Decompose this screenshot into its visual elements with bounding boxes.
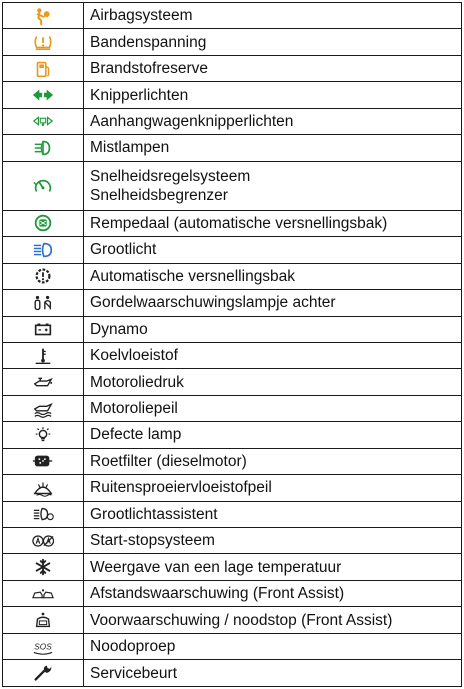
label-cell [84, 263, 462, 289]
indicator-label: Grootlichtassistent [90, 505, 218, 523]
label-cell [84, 475, 462, 501]
indicator-label: Airbagsysteem [90, 7, 193, 25]
indicator-label: Gordelwaarschuwingslampje achter [90, 294, 336, 312]
label-cell [84, 237, 462, 263]
icon-cell [3, 501, 84, 527]
label-cell [84, 660, 462, 687]
table-row [3, 422, 462, 448]
label-cell [84, 554, 462, 580]
oil-pressure-icon [32, 372, 54, 392]
label-cell [84, 633, 462, 659]
table-row [3, 475, 462, 501]
table-row [3, 448, 462, 474]
trailer-turn-signal-icon [32, 111, 54, 131]
label-cell [84, 135, 462, 161]
table-row [3, 237, 462, 263]
label-cell [84, 580, 462, 606]
warning-lights-table [2, 2, 462, 687]
icon-cell [3, 55, 84, 81]
table-row [3, 607, 462, 633]
icon-cell [3, 475, 84, 501]
icon-cell [3, 3, 84, 29]
turn-signal-icon [32, 85, 54, 105]
rear-seatbelt-icon [32, 293, 54, 313]
front-assist-icon [32, 610, 54, 630]
icon-cell [3, 263, 84, 289]
table-body [3, 3, 462, 687]
indicator-label: Rempedaal (automatische versnellingsbak) [90, 214, 388, 232]
indicator-label: Mistlampen [90, 139, 170, 157]
label-cell [84, 528, 462, 554]
label-cell [84, 3, 462, 29]
label-cell [84, 316, 462, 342]
icon-cell [3, 82, 84, 108]
icon-cell [3, 290, 84, 316]
table-row [3, 161, 462, 210]
table-row [3, 395, 462, 421]
table-row [3, 580, 462, 606]
label-cell [84, 369, 462, 395]
automatic-gearbox-icon [32, 266, 54, 286]
indicator-label: Grootlicht [90, 241, 157, 259]
icon-cell [3, 422, 84, 448]
icon-cell [3, 448, 84, 474]
icon-cell [3, 528, 84, 554]
start-stop-icon [32, 531, 54, 551]
sos-icon [32, 636, 54, 656]
icon-cell [3, 660, 84, 687]
indicator-label: Motoroliedruk [90, 373, 184, 391]
table-row [3, 369, 462, 395]
bulb-failure-icon [32, 425, 54, 445]
label-cell [84, 82, 462, 108]
indicator-label: Start-stopsysteem [90, 532, 215, 550]
label-cell [84, 422, 462, 448]
indicator-label: Automatische versnellingsbak [90, 267, 296, 285]
table-row [3, 210, 462, 236]
table-row [3, 3, 462, 29]
icon-cell [3, 161, 84, 210]
indicator-label: Motoroliepeil [90, 400, 178, 418]
distance-warning-icon [32, 584, 54, 604]
airbag-icon [32, 6, 54, 26]
label-cell [84, 342, 462, 368]
label-cell [84, 501, 462, 527]
indicator-label: Ruitensproeiervloeistofpeil [90, 479, 272, 497]
washer-fluid-icon [32, 478, 54, 498]
icon-cell [3, 369, 84, 395]
table-row [3, 554, 462, 580]
oil-level-icon [32, 399, 54, 419]
indicator-label: Snelheidsbegrenzer [90, 186, 228, 204]
icon-cell [3, 395, 84, 421]
table-row [3, 316, 462, 342]
table-row [3, 263, 462, 289]
fuel-reserve-icon [32, 59, 54, 79]
label-cell [84, 290, 462, 316]
table-row [3, 501, 462, 527]
sos-icon-text: SOS [34, 643, 52, 653]
label-cell [84, 161, 462, 210]
icon-cell [3, 554, 84, 580]
table-row [3, 633, 462, 659]
indicator-label: Brandstofreserve [90, 60, 209, 78]
indicator-label: Voorwaarschuwing / noodstop (Front Assist) [90, 611, 393, 629]
table-row [3, 29, 462, 55]
indicator-label: Bandenspanning [90, 33, 207, 51]
icon-cell [3, 316, 84, 342]
icon-cell [3, 108, 84, 134]
indicator-label: Afstandswaarschuwing (Front Assist) [90, 585, 345, 603]
icon-cell [3, 580, 84, 606]
table-row [3, 342, 462, 368]
label-cell [84, 210, 462, 236]
indicator-label: Weergave van een lage temperatuur [90, 558, 342, 576]
icon-cell [3, 633, 84, 659]
table-row [3, 135, 462, 161]
tire-pressure-icon [32, 32, 54, 52]
indicator-label: Aanhangwagenknipperlichten [90, 112, 294, 130]
particle-filter-icon [32, 451, 54, 471]
table-row [3, 528, 462, 554]
brake-pedal-icon [32, 213, 54, 233]
table-row [3, 82, 462, 108]
icon-cell [3, 210, 84, 236]
label-cell [84, 108, 462, 134]
snowflake-icon [32, 557, 54, 577]
coolant-icon [32, 346, 54, 366]
table-row [3, 108, 462, 134]
icon-cell [3, 342, 84, 368]
high-beam-icon [32, 240, 54, 260]
label-cell [84, 55, 462, 81]
indicator-label: Knipperlichten [90, 86, 189, 104]
label-cell [84, 395, 462, 421]
table-row [3, 660, 462, 687]
icon-cell [3, 607, 84, 633]
icon-cell [3, 135, 84, 161]
icon-cell [3, 29, 84, 55]
label-cell [84, 607, 462, 633]
icon-cell [3, 237, 84, 263]
table-row [3, 55, 462, 81]
cruise-control-icon [32, 176, 54, 196]
fog-lamp-icon [32, 138, 54, 158]
indicator-label: Servicebeurt [90, 664, 178, 682]
indicator-label: Roetfilter (dieselmotor) [90, 452, 247, 470]
indicator-label: Koelvloeistof [90, 347, 178, 365]
label-cell [84, 448, 462, 474]
high-beam-assist-icon [32, 504, 54, 524]
indicator-label: Dynamo [90, 320, 148, 338]
table-row [3, 290, 462, 316]
indicator-label: Noodoproep [90, 637, 176, 655]
indicator-label: Snelheidsregelsysteem [90, 167, 251, 185]
wrench-icon [32, 663, 54, 683]
battery-icon [32, 319, 54, 339]
indicator-label: Defecte lamp [90, 426, 182, 444]
label-cell [84, 29, 462, 55]
